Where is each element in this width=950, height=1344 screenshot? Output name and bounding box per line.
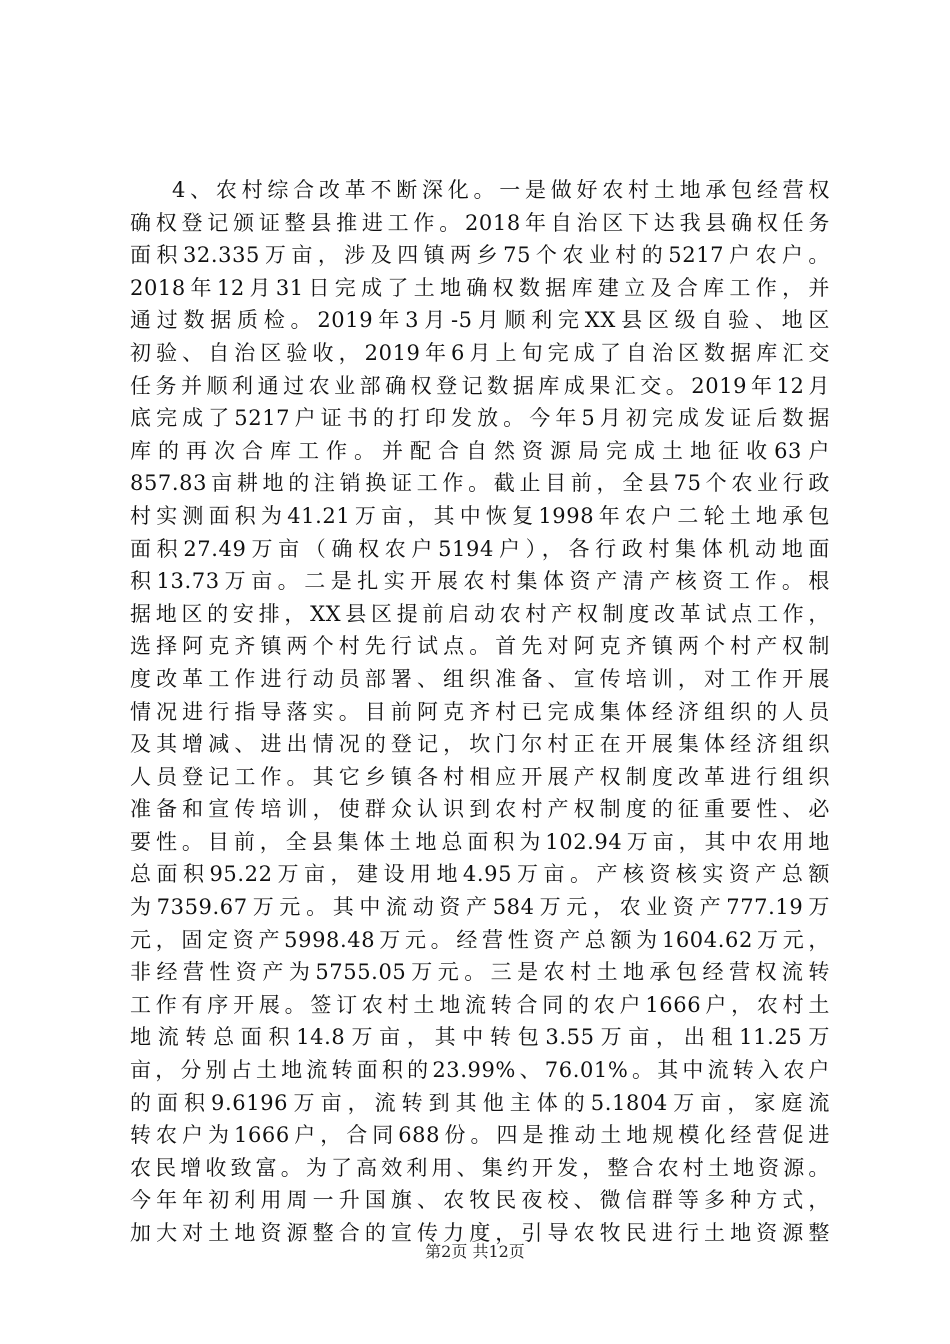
text-line: 面积32.335万亩，涉及四镇两乡75个农业村的5217户农户。 (130, 243, 830, 268)
text-line: 面积27.49万亩（确权农户5194户），各行政村集体机动地面 (130, 536, 830, 561)
text-line: 村实测面积为41.21万亩，其中恢复1998年农户二轮土地承包 (130, 503, 830, 528)
text-line: 确权登记颁证整县推进工作。2018年自治区下达我县确权任务 (130, 210, 830, 235)
text-line: 为7359.67万元。其中流动资产584万元，农业资产777.19万 (130, 895, 830, 920)
text-line: 任务并顺利通过农业部确权登记数据库成果汇交。2019年12月 (130, 373, 830, 398)
text-line: 元，固定资产5998.48万元。经营性资产总额为1604.62万元， (130, 927, 830, 952)
text-line: 要性。目前，全县集体土地总面积为102.94万亩，其中农用地 (130, 829, 830, 854)
text-line: 转农户为1666户，合同688份。四是推动土地规模化经营促进 (130, 1123, 830, 1148)
text-line: 库的再次合库工作。并配合自然资源局完成土地征收63户 (130, 438, 830, 463)
text-line: 度改革工作进行动员部署、组织准备、宣传培训，对工作开展 (130, 666, 830, 691)
text-line: 今年年初利用周一升国旗、农牧民夜校、微信群等多种方式， (130, 1188, 830, 1213)
text-line: 工作有序开展。签订农村土地流转合同的农户1666户，农村土 (130, 992, 830, 1017)
text-line: 及其增减、进出情况的登记，坎门尔村正在开展集体经济组织 (130, 732, 830, 757)
text-line: 据地区的安排，XX县区提前启动农村产权制度改革试点工作， (130, 601, 830, 626)
text-line: 通过数据质检。2019年3月-5月顺利完XX县区级自验、地区 (130, 308, 830, 333)
text-line: 积13.73万亩。二是扎实开展农村集体资产清产核资工作。根 (130, 569, 830, 594)
text-line: 准备和宣传培训，使群众认识到农村产权制度的征重要性、必 (130, 797, 830, 822)
text-line: 总面积95.22万亩，建设用地4.95万亩。产核资核实资产总额 (130, 862, 830, 887)
text-line: 底完成了5217户证书的打印发放。今年5月初完成发证后数据 (130, 406, 830, 431)
text-line: 857.83亩耕地的注销换证工作。截止目前，全县75个农业行政 (130, 471, 830, 496)
page-footer: 第2页 共12页 (425, 1242, 525, 1261)
text-line: 2018年12月31日完成了土地确权数据库建立及合库工作，并 (130, 275, 830, 300)
text-line: 的面积9.6196万亩，流转到其他主体的5.1804万亩，家庭流 (130, 1090, 830, 1115)
text-line: 人员登记工作。其它乡镇各村相应开展产权制度改革进行组织 (130, 764, 830, 789)
body-paragraph (130, 174, 830, 1250)
text-line: 亩，分别占土地流转面积的23.99%、76.01%。其中流转入农户 (130, 1058, 830, 1083)
text-line: 农民增收致富。为了高效利用、集约开发，整合农村土地资源。 (130, 1155, 830, 1180)
text-line: 初验、自治区验收，2019年6月上旬完成了自治区数据库汇交 (130, 340, 830, 365)
text-line: 选择阿克齐镇两个村先行试点。首先对阿克齐镇两个村产权制 (130, 634, 830, 659)
text-line: 4、农村综合改革不断深化。一是做好农村土地承包经营权 (172, 178, 830, 202)
text-line: 非经营性资产为5755.05万元。三是农村土地承包经营权流转 (130, 960, 830, 985)
text-line: 地流转总面积14.8万亩，其中转包3.55万亩，出租11.25万 (130, 1025, 830, 1050)
text-line: 情况进行指导落实。目前阿克齐村已完成集体经济组织的人员 (130, 699, 830, 724)
text-line: 加大对土地资源整合的宣传力度，引导农牧民进行土地资源整 (130, 1221, 830, 1245)
